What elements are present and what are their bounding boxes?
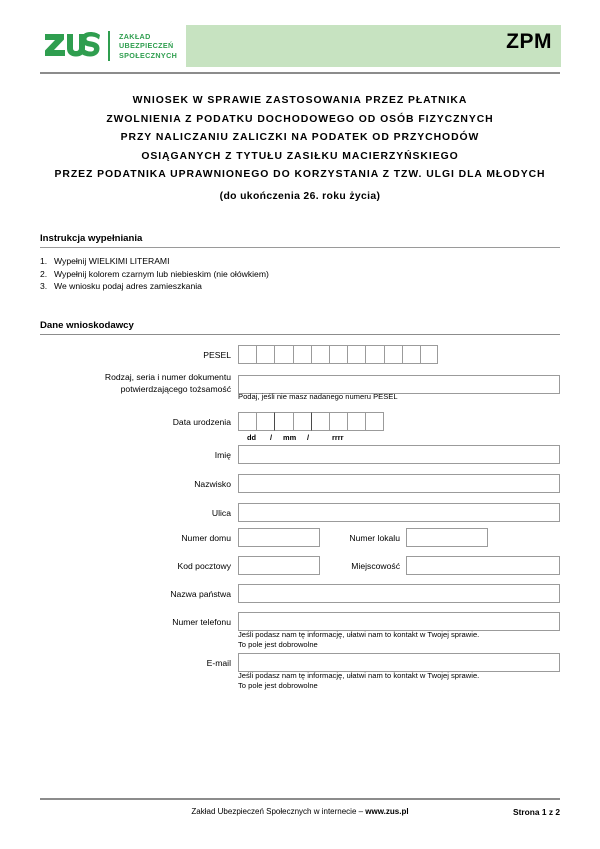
organization-line-2: UBEZPIECZEŃ (119, 41, 174, 51)
instruction-number: 1. (40, 256, 48, 266)
flat-number-input[interactable] (406, 528, 488, 547)
phone-input[interactable] (238, 612, 560, 631)
instruction-number: 2. (40, 268, 48, 279)
instructions-list (40, 255, 560, 293)
logo-divider (108, 31, 110, 61)
birth-date-legend-sep-2: / (307, 433, 310, 442)
email-hint-line-1: Jeśli podasz nam tę informację, ułatwi nam to kontakt w Twojej sprawie. (238, 671, 480, 680)
pesel-cell[interactable] (293, 345, 311, 364)
pesel-cell[interactable] (402, 345, 420, 364)
instruction-text: Wypełnij kolorem czarnym lub niebieskim (nie ołówkiem) (54, 268, 269, 279)
birth-date-cell-dd[interactable] (238, 412, 256, 431)
field-row-phone (40, 612, 560, 632)
footer-text-prefix: Zakład Ubezpieczeń Społecznych w internecie – (191, 807, 366, 816)
instruction-text: We wniosku podaj adres zamieszkania (54, 281, 202, 292)
birth-date-cell-dd[interactable] (256, 412, 274, 431)
field-row-country (40, 584, 560, 604)
title-line-1: WNIOSEK W SPRAWIE ZASTOSOWANIA PRZEZ PŁATNIKA (132, 95, 468, 106)
pesel-input[interactable] (238, 345, 438, 364)
organization-line-3: SPOŁECZNYCH (119, 50, 178, 60)
birth-date-legend-rrrr: rrrr (332, 433, 344, 442)
identity-document-label (0, 372, 231, 395)
field-row-street (40, 503, 560, 523)
birth-date-label: Data urodzenia (172, 417, 231, 427)
applicant-divider (40, 334, 560, 335)
field-row-house-and-flat (40, 528, 560, 548)
title-line-3: PRZY NALICZANIU ZALICZKI NA PODATEK OD PRZYCHODÓW (120, 132, 480, 144)
pesel-cell[interactable] (256, 345, 274, 364)
birth-date-legend-sep-1: / (270, 433, 273, 442)
instruction-number: 3. (40, 281, 48, 292)
instructions-section (40, 233, 560, 293)
pesel-label: PESEL (203, 350, 231, 360)
birth-date-cell-yyyy[interactable] (347, 412, 365, 431)
page-header (0, 0, 600, 80)
title-line-2: ZWOLNIENIA Z PODATKU DOCHODOWEGO OD OSÓB FIZYCZNYCH (106, 113, 494, 125)
page-title (20, 92, 580, 207)
birth-date-cell-mm[interactable] (274, 412, 292, 431)
header-divider (40, 72, 560, 74)
last-name-label: Nazwisko (194, 479, 231, 489)
email-hint-line-2: To pole jest dobrowolne (238, 681, 318, 690)
phone-hint-line-2: To pole jest dobrowolne (238, 640, 318, 649)
birth-date-cell-yyyy[interactable] (311, 412, 329, 431)
zus-logo-icon (44, 31, 100, 61)
identity-document-label-line-2: potwierdzającego tożsamość (120, 383, 231, 394)
first-name-label: Imię (214, 450, 231, 460)
house-number-input[interactable] (238, 528, 320, 547)
instruction-text: Wypełnij WIELKIMI LITERAMI (54, 256, 170, 266)
street-label: Ulica (211, 508, 231, 518)
field-row-email (40, 653, 560, 673)
birth-date-input[interactable] (238, 412, 384, 431)
identity-document-hint: Podaj, jeśli nie masz nadanego numeru PESEL (238, 392, 398, 401)
email-label: E-mail (206, 658, 231, 668)
zus-logo (44, 26, 177, 66)
country-label: Nazwa państwa (170, 589, 231, 599)
field-row-pesel (40, 345, 560, 365)
flat-number-label: Numer lokalu (349, 533, 400, 543)
house-number-label: Numer domu (181, 533, 231, 543)
pesel-cell[interactable] (311, 345, 329, 364)
applicant-section-header (40, 320, 560, 335)
title-line-4: OSIĄGANYCH Z TYTUŁU ZASIŁKU MACIERZYŃSKIEGO (141, 150, 459, 162)
footer-divider (40, 798, 560, 800)
field-row-last-name (40, 474, 560, 494)
instructions-divider (40, 247, 560, 248)
pesel-cell[interactable] (384, 345, 402, 364)
birth-date-cell-mm[interactable] (293, 412, 311, 431)
organization-name (119, 32, 177, 61)
pesel-cell[interactable] (347, 345, 365, 364)
applicant-heading: Dane wnioskodawcy (40, 320, 134, 331)
header-green-band (186, 25, 561, 67)
pesel-cell[interactable] (420, 345, 438, 364)
footer-url: www.zus.pl (365, 807, 409, 816)
list-item (40, 255, 560, 268)
postal-code-input[interactable] (238, 556, 320, 575)
phone-hint-line-1: Jeśli podasz nam tę informację, ułatwi nam to kontakt w Twojej sprawie. (238, 630, 480, 639)
field-row-postal-and-city (40, 556, 560, 576)
pesel-cell[interactable] (274, 345, 292, 364)
email-input[interactable] (238, 653, 560, 672)
birth-date-legend-dd: dd (247, 433, 257, 442)
birth-date-legend-mm: mm (283, 433, 297, 442)
organization-line-1: ZAKŁAD (119, 31, 151, 41)
first-name-input[interactable] (238, 445, 560, 464)
field-row-birth-date (40, 412, 560, 443)
birth-date-cell-yyyy[interactable] (329, 412, 347, 431)
identity-document-label-line-1: Rodzaj, seria i numer dokumentu (104, 372, 231, 382)
form-code-badge: ZPM (506, 30, 552, 53)
last-name-input[interactable] (238, 474, 560, 493)
phone-label: Numer telefonu (172, 617, 231, 627)
birth-date-cell-yyyy[interactable] (365, 412, 383, 431)
footer-page-number: Strona 1 z 2 (512, 807, 560, 817)
list-item (40, 268, 560, 281)
pesel-cell[interactable] (365, 345, 383, 364)
field-row-first-name (40, 445, 560, 465)
instructions-heading: Instrukcja wypełniania (40, 233, 143, 244)
street-input[interactable] (238, 503, 560, 522)
country-input[interactable] (238, 584, 560, 603)
birth-date-legend (238, 432, 398, 443)
footer-text (0, 806, 600, 818)
pesel-cell[interactable] (238, 345, 256, 364)
city-label: Miejscowość (351, 561, 400, 571)
pesel-cell[interactable] (329, 345, 347, 364)
list-item (40, 280, 560, 293)
title-subtitle: (do ukończenia 26. roku życia) (219, 190, 381, 202)
title-line-5: PRZEZ PODATNIKA UPRAWNIONEGO DO KORZYSTANIA Z TZW. ULGI DLA MŁODYCH (54, 169, 546, 181)
postal-code-label: Kod pocztowy (177, 561, 231, 571)
city-input[interactable] (406, 556, 560, 575)
